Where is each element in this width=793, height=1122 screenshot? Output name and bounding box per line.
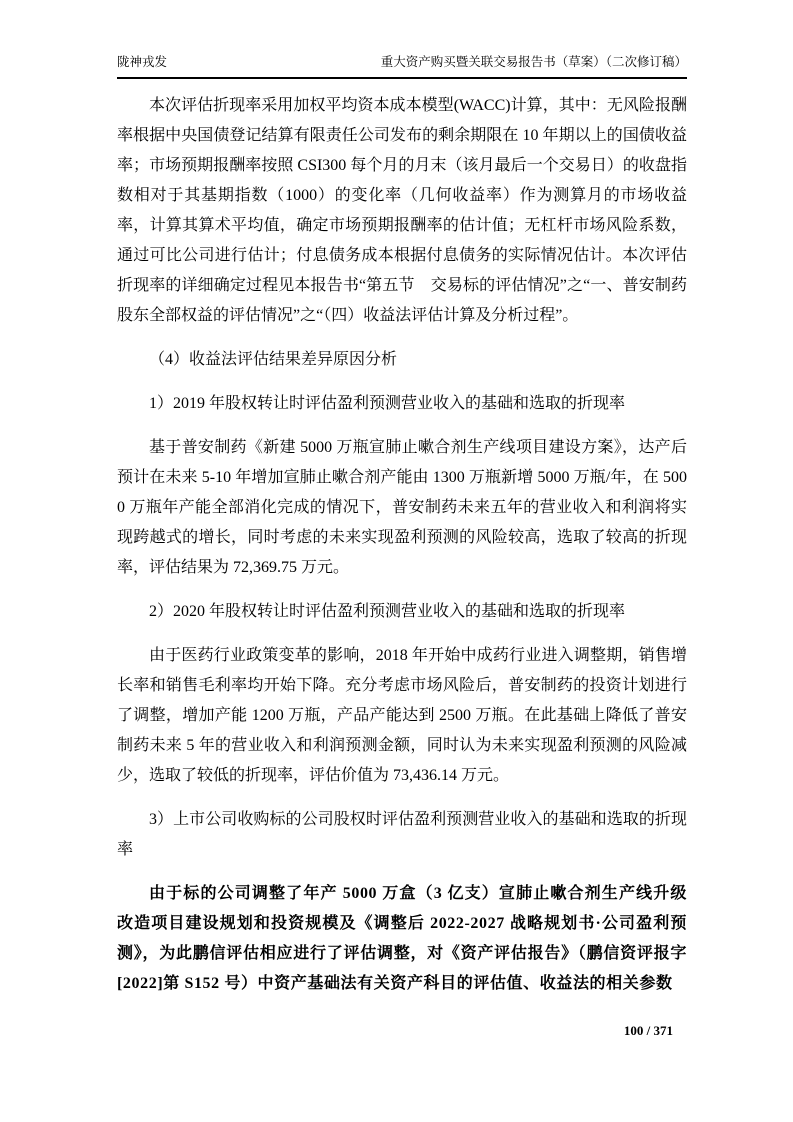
section-heading-2019-transfer: 1）2019 年股权转让时评估盈利预测营业收入的基础和选取的折现率 — [149, 395, 626, 412]
paragraph-2019-valuation-detail: 基于普安制药《新建 5000 万瓶宣肺止嗽合剂生产线项目建设方案》，达产后预计在未来 5-10 年增加宣肺止嗽合剂产能由 1300 万瓶新增 5000 万瓶/年，在 5000 万瓶年产能全部消化完成的情况下，普安制药未来五年的营业收入和利润将实现跨越式的增长，同时考虑的未来实现盈利预测的风险较高，选取了较高的折现率，评估结果为 72,369.75 万元。 — [117, 439, 687, 576]
header-company-name: 陇神戎发 — [117, 55, 168, 69]
section-heading-listed-company-acquisition: 3）上市公司收购标的公司股权时评估盈利预测营业收入的基础和选取的折现率 — [117, 811, 687, 858]
page-number: 100 / 371 — [623, 1023, 673, 1038]
document-body — [117, 91, 687, 1013]
section-heading-income-method-difference: （4）收益法评估结果差异原因分析 — [149, 351, 398, 368]
header-report-title: 重大资产购买暨关联交易报告书（草案）（二次修订稿） — [380, 55, 687, 69]
paragraph-2020-valuation-detail: 由于医药行业政策变革的影响，2018 年开始中成药行业进入调整期，销售增长率和销售毛利率均开始下降。充分考虑市场风险后，普安制药的投资计划进行了调整，增加产能 1200 万瓶，产品产能达到 2500 万瓶。在此基础上降低了普安制药未来 5 年的营业收入和利润预测金额，同时认为未来实现盈利预测的风险减少，选取了较低的折现率，评估价值为 73,436.14 万元。 — [117, 647, 687, 784]
paragraph-adjustment-emphasis: 由于标的公司调整了年产 5000 万盒（3 亿支）宣肺止嗽合剂生产线升级改造项目建设规划和投资规模及《调整后 2022-2027 战略规划书·公司盈利预测》，为此鹏信评估相应进行了评估调整，对《资产评估报告》（鹏信资评报字[2022]第 S152 号）中资产基础法有关资产科目的评估值、收益法的相关参数 — [117, 885, 687, 992]
page-header — [117, 54, 687, 79]
paragraph-wacc-discount-rate: 本次评估折现率采用加权平均资本成本模型(WACC)计算，其中：无风险报酬率根据中央国债登记结算有限责任公司发布的剩余期限在 10 年期以上的国债收益率；市场预期报酬率按照 CSI300 每个月的月末（该月最后一个交易日）的收盘指数相对于其基期指数（1000）的变化率（几何收益率）作为测算月的市场收益率，计算其算术平均值，确定市场预期报酬率的估计值；无杠杆市场风险系数，通过可比公司进行估计；付息债务成本根据付息债务的实际情况估计。本次评估折现率的详细确定过程见本报告书“第五节 交易标的评估情况”之“一、普安制药股东全部权益的评估情况”之“（四）收益法评估计算及分析过程”。 — [117, 97, 687, 324]
section-heading-2020-transfer: 2）2020 年股权转让时评估盈利预测营业收入的基础和选取的折现率 — [149, 603, 626, 620]
